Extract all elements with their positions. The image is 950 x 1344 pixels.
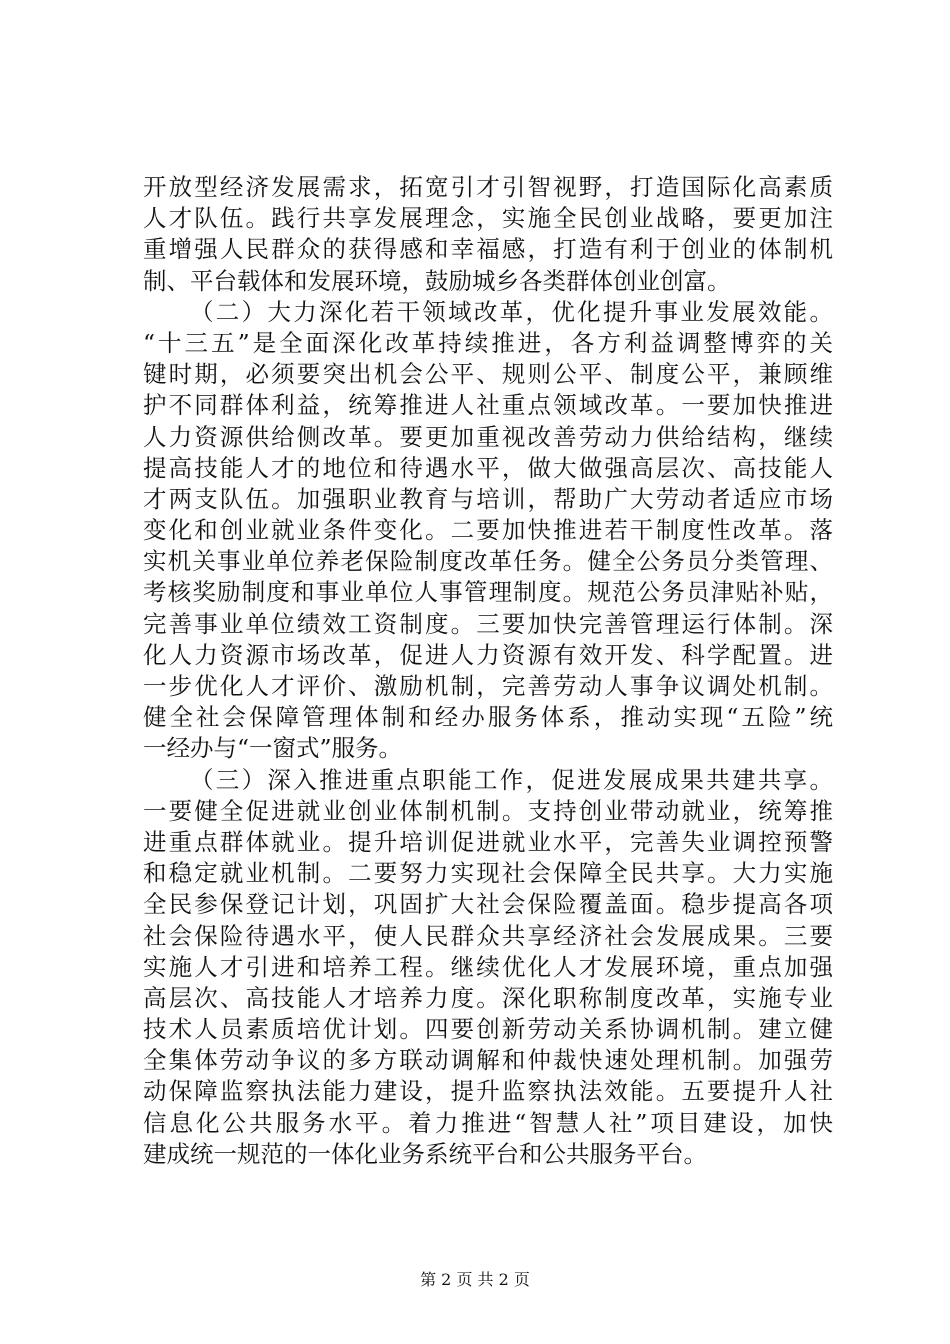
text-line: 实机关事业单位养老保险制度改革任务。健全公务员分类管理、	[143, 547, 833, 576]
text-line: 提高技能人才的地位和待遇水平，做大做强高层次、高技能人	[143, 453, 833, 482]
text-line: 重增强人民群众的获得感和幸福感，打造有利于创业的体制机	[143, 235, 833, 264]
text-line: 开放型经济发展需求，拓宽引才引智视野，打造国际化高素质	[143, 173, 833, 201]
text-line: 建成统一规范的一体化业务系统平台和公共服务平台。	[143, 1139, 707, 1168]
text-line: 才两支队伍。加强职业教育与培训，帮助广大劳动者适应市场	[143, 484, 833, 513]
text-line: （三）深入推进重点职能工作，促进发展成果共建共享。	[190, 765, 833, 794]
text-line: 技术人员素质培优计划。四要创新劳动关系协调机制。建立健	[143, 1015, 833, 1044]
text-line: 全民参保登记计划，巩固扩大社会保险覆盖面。稳步提高各项	[143, 890, 833, 919]
text-line: 化人力资源市场改革，促进人力资源有效开发、科学配置。进	[143, 640, 833, 669]
text-line: 一要健全促进就业创业体制机制。支持创业带动就业，统筹推	[143, 796, 833, 825]
text-line: 全集体劳动争议的多方联动调解和仲裁快速处理机制。加强劳	[143, 1046, 833, 1075]
text-line: 键时期，必须要突出机会公平、规则公平、制度公平，兼顾维	[143, 360, 833, 389]
text-line: 一经办与“一窗式”服务。	[143, 734, 403, 763]
text-line: （二）大力深化若干领域改革，优化提升事业发展效能。	[190, 297, 833, 326]
text-line: 变化和创业就业条件变化。二要加快推进若干制度性改革。落	[143, 516, 833, 545]
text-line: 考核奖励制度和事业单位人事管理制度。规范公务员津贴补贴，	[143, 578, 833, 607]
text-line: 完善事业单位绩效工资制度。三要加快完善管理运行体制。深	[143, 609, 833, 638]
text-line: 一步优化人才评价、激励机制，完善劳动人事争议调处机制。	[143, 672, 833, 700]
text-line: 信息化公共服务水平。着力推进“智慧人社”项目建设，加快	[143, 1108, 833, 1137]
text-line: 制、平台载体和发展环境，鼓励城乡各类群体创业创富。	[143, 266, 731, 295]
text-line: 动保障监察执法能力建设，提升监察执法效能。五要提升人社	[143, 1077, 833, 1106]
text-line: “十三五”是全面深化改革持续推进，各方利益调整博弈的关	[143, 328, 833, 357]
text-line: 护不同群体利益，统筹推进人社重点领域改革。一要加快推进	[143, 391, 833, 420]
document-body	[143, 172, 833, 1170]
text-line: 进重点群体就业。提升培训促进就业水平，完善失业调控预警	[143, 827, 833, 856]
text-line: 健全社会保障管理体制和经办服务体系，推动实现“五险”统	[143, 703, 833, 732]
text-line: 和稳定就业机制。二要努力实现社会保障全民共享。大力实施	[143, 859, 833, 888]
text-line: 社会保险待遇水平，使人民群众共享经济社会发展成果。三要	[143, 921, 833, 950]
text-line: 人才队伍。践行共享发展理念，实施全民创业战略，要更加注	[143, 204, 833, 233]
page-footer: 第 2 页 共 2 页	[420, 1270, 530, 1289]
text-line: 高层次、高技能人才培养力度。深化职称制度改革，实施专业	[143, 983, 833, 1012]
text-line: 人力资源供给侧改革。要更加重视改善劳动力供给结构，继续	[143, 422, 833, 451]
text-line: 实施人才引进和培养工程。继续优化人才发展环境，重点加强	[143, 952, 833, 981]
